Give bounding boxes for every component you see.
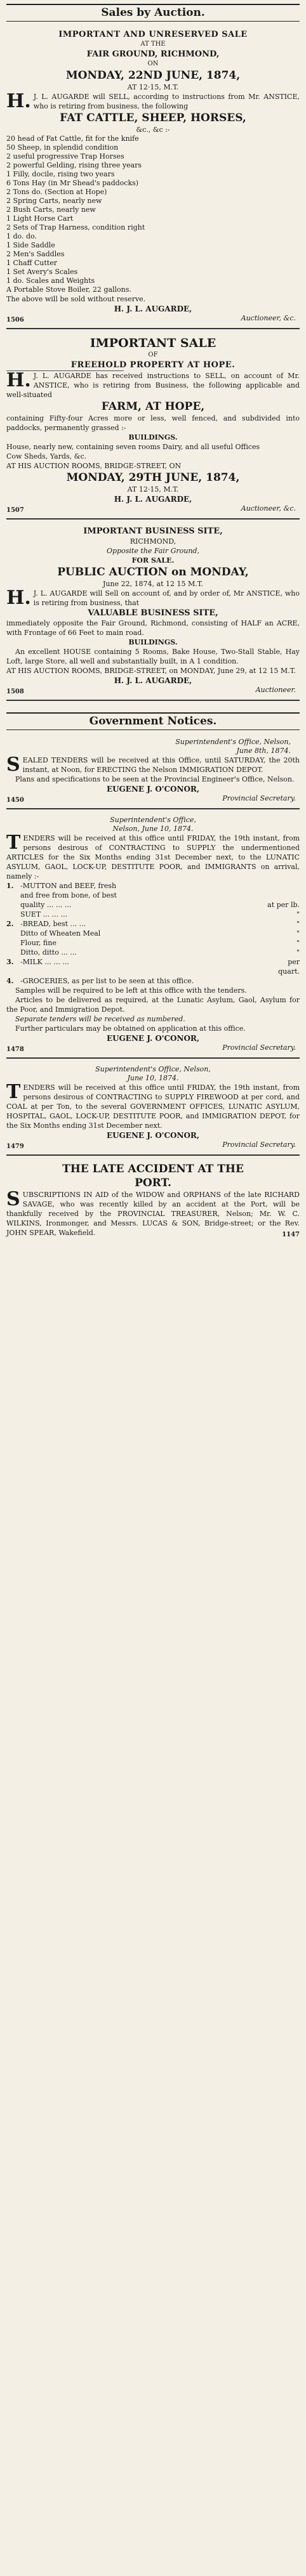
supply-row: 4. -GROCERIES, as per list to be seen at this office. [6, 977, 194, 985]
notice-connector: OF [148, 351, 158, 358]
notice-heading: FARM, AT HOPE, [101, 400, 205, 413]
signature-role: Provincial Secretary. [222, 794, 296, 802]
auction-notice-livestock [6, 27, 300, 329]
section-header-sales: Sales by Auction. [6, 4, 300, 22]
lot-item: 1 do. do. [6, 232, 37, 240]
drop-cap: S [6, 1188, 20, 1210]
auction-notice-freehold [6, 333, 300, 520]
signature-role: Provincial Secretary. [222, 1043, 296, 1052]
lot-item: 2 Sets of Trap Harness, condition right [6, 223, 145, 232]
drop-cap: S [6, 754, 20, 776]
notice-location-sub: Opposite the Fair Ground, [107, 547, 199, 555]
gov-notice-firewood-tender [6, 1062, 300, 1156]
notice-place: Superintendent's Office, Nelson, [95, 1065, 211, 1073]
lot-item: 2 powerful Gelding, rising three years [6, 161, 142, 169]
supply-row: Ditto of Wheaten Meal " [20, 929, 300, 938]
notice-number: 1450 [6, 797, 24, 804]
notice-location: RICHMOND, [130, 537, 176, 546]
lot-item: 20 head of Fat Cattle, fit for the knife [6, 134, 139, 143]
notice-place: Superintendent's Office, [110, 816, 196, 824]
lot-item: 2 useful progressive Trap Horses [6, 152, 124, 160]
notice-body: Articles to be delivered as required, at the Lunatic Asylum, Gaol, Asylum for the Poor, and Immigration Depot. [6, 996, 300, 1014]
notice-connector: ON [147, 60, 159, 67]
notice-body: Separate tenders will be received as numbered. [15, 1015, 185, 1023]
lot-item: 1 Side Saddle [6, 241, 55, 249]
signature: H. J. L. AUGARDE, [114, 676, 192, 685]
notice-time: AT 12·15, M.T. [127, 83, 179, 91]
lot-item: 6 Tons Hay (in Mr Shead's paddocks) [6, 179, 139, 187]
signature: EUGENE J. O'CONOR, [106, 1034, 200, 1043]
auction-notice-business-site [6, 523, 300, 701]
notice-number: 1478 [6, 1046, 24, 1053]
notice-body: UBSCRIPTIONS IN AID of the WIDOW and ORPHANS of the late RICHARD SAVAGE, who was recently killed by an accident at the Port, will be thankfully received by the PROVINCIAL TREASURER, Nelson; Mr. W. C. WILKINS, Ironmonger, and Messrs. LUCAS & SON, Bridge-street; or the Rev. JOHN SPEAR, Wakefield. [6, 1191, 300, 1237]
gov-notice-immigration-depot [6, 735, 300, 809]
notice-late-accident [6, 1160, 300, 1243]
notice-heading: FAT CATTLE, SHEEP, HORSES, [60, 112, 246, 124]
notice-body: Further particulars may be obtained on application at this office. [15, 1024, 246, 1033]
lot-item: 1 Set Avery's Scales [6, 268, 78, 276]
drop-cap: H. [6, 369, 31, 391]
signature-role: Provincial Secretary. [222, 1141, 296, 1149]
notice-date: MONDAY, 22ND JUNE, 1874, [65, 69, 241, 82]
notice-subtitle: FREEHOLD PROPERTY AT HOPE. [70, 360, 236, 370]
drop-cap: T [6, 1081, 21, 1103]
supply-row: quality ... ... ... at per lb. [20, 901, 300, 909]
supply-row: Flour, fine " [20, 939, 300, 947]
notice-body: containing Fifty-four Acres more or less, well fenced, and subdivided into paddocks, permanently grassed :- [6, 414, 300, 432]
notice-body: ENDERS will be received at this office until FRIDAY, the 19th instant, from persons desirous of CONTRACTING to SUPPLY FIREWOOD at per cord, and COAL at per Ton, to the several GOVERNMENT OFFICES, LUNATIC ASYLUM, HOSPITAL, GAOL, LOCK-UP, DESTITUTE POOR, and IMMIGRATION DEPOT, for the Six Months ending 31st December next. [6, 1083, 300, 1130]
lot-item: 2 Spring Carts, nearly new [6, 197, 102, 205]
notice-location: FAIR GROUND, RICHMOND, [86, 49, 220, 59]
notice-number: 1479 [6, 1143, 24, 1150]
drop-cap: H. [6, 587, 31, 609]
notice-heading: VALUABLE BUSINESS SITE, [88, 608, 218, 618]
lot-item: 2 Bush Carts, nearly new [6, 206, 96, 214]
notice-place: Superintendent's Office, Nelson, [175, 738, 291, 746]
notice-body: Samples will be required to be left at this office with the tenders. [15, 986, 247, 995]
notice-date: June 10, 1874. [127, 1074, 179, 1082]
notice-body: AT HIS AUCTION ROOMS, BRIDGE-STREET, ON [6, 462, 182, 470]
notice-title: IMPORTANT BUSINESS SITE, [83, 526, 223, 536]
notice-title-cont: PORT. [135, 1177, 171, 1189]
signature: EUGENE J. O'CONOR, [106, 785, 200, 794]
notice-body: J. L. AUGARDE will Sell on account of, and by order of, Mr ANSTICE, who is retiring from business, that [33, 589, 300, 607]
lot-list [6, 134, 300, 294]
notice-body: J. L. AUGARDE has received instructions to SELL, on account of Mr. ANSTICE, who is retiring from Business, the following applicable and well-situated [6, 372, 300, 399]
notice-body: The above will be sold without reserve. [6, 295, 146, 303]
notice-number: 1508 [6, 688, 24, 695]
notice-number: 1507 [6, 507, 24, 514]
notice-number: 1147 [282, 1231, 300, 1238]
notice-body: immediately opposite the Fair Ground, Richmond, consisting of HALF an ACRE, with Frontage of 66 Feet to main road. [6, 619, 300, 637]
notice-subheading: BUILDINGS. [128, 433, 178, 441]
notice-body: Plans and specifications to be seen at the Provincial Engineer's Office, Nelson. [15, 775, 295, 783]
signature-role: Auctioneer, &c. [241, 504, 296, 513]
lot-item: 2 Men's Saddles [6, 250, 65, 258]
notice-time: AT 12·15, M.T. [127, 485, 179, 494]
notice-body: Cow Sheds, Yards, &c. [6, 452, 87, 461]
drop-cap: T [6, 832, 21, 854]
notice-body: An excellent HOUSE containing 5 Rooms, Bake House, Two-Stall Stable, Hay Loft, large Store, all well and substantially built, in A 1 condition. [6, 648, 300, 665]
lot-item: 1 Filly, docile, rising two years [6, 170, 115, 178]
supply-row: SUET ... ... ... " [20, 910, 300, 919]
lot-item: 1 Light Horse Cart [6, 214, 74, 223]
supply-row: 3. -MILK ... ... ... per quart. [6, 958, 300, 976]
lot-item: 50 Sheep, in splendid condition [6, 143, 119, 152]
notice-title: THE LATE ACCIDENT AT THE [62, 1163, 244, 1175]
signature: H. J. L. AUGARDE, [114, 304, 192, 313]
notice-heading-sub: &c., &c :- [136, 126, 170, 134]
notice-date: MONDAY, 29TH JUNE, 1874, [66, 471, 240, 484]
lot-item: 1 Chaff Cutter [6, 259, 57, 267]
section-header-government: Government Notices. [6, 712, 300, 730]
notice-date: Nelson, June 10, 1874. [112, 825, 194, 833]
signature-role: Auctioneer. [255, 686, 296, 694]
signature-role: Auctioneer, &c. [241, 314, 296, 322]
lot-item: 2 Tons do. (Section at Hope) [6, 188, 107, 196]
gov-notice-supplies-tender [6, 813, 300, 1059]
notice-title: IMPORTANT SALE [90, 336, 216, 350]
notice-body: ENDERS will be received at this office until FRIDAY, the 19th instant, from persons desirous of CONTRACTING to SUPPLY the undermentioned ARTICLES for the Six Months ending 31st December next, to the LUNATIC ASYLUM, GAOL, LOCK-UP, DESTITUTE POOR, and IMMIGRANTS on arrival, namely :- [6, 834, 300, 880]
notice-title: IMPORTANT AND UNRESERVED SALE [58, 30, 248, 39]
signature: EUGENE J. O'CONOR, [106, 1131, 200, 1140]
notice-connector: AT THE [140, 41, 166, 48]
supply-row: and free from bone, of best [20, 891, 117, 899]
lot-item: A Portable Stove Boiler, 22 gallons. [6, 285, 131, 294]
notice-body: House, nearly new, containing seven rooms Dairy, and all useful Offices [6, 443, 260, 451]
supply-list [6, 881, 300, 986]
notice-auction-line: PUBLIC AUCTION on MONDAY, [57, 566, 249, 579]
signature: H. J. L. AUGARDE, [114, 495, 192, 504]
supply-row: 1. -MUTTON and BEEF, fresh [6, 882, 117, 890]
drop-cap: H. [6, 90, 31, 112]
notice-date: June 8th, 1874. [236, 747, 291, 755]
lot-item: 1 do. Scales and Weights [6, 277, 95, 285]
supply-row: 2. -BREAD, best ... ... " [6, 920, 300, 928]
notice-number: 1506 [6, 317, 24, 324]
notice-subheading: BUILDINGS. [128, 638, 178, 646]
notice-body: J. L. AUGARDE will SELL, according to instructions from Mr. ANSTICE, who is retiring from business, the following [33, 93, 300, 110]
notice-body: AT HIS AUCTION ROOMS, BRIDGE-STREET, on MONDAY, June 29, at 12 15 M.T. [6, 667, 296, 675]
supply-row: Ditto, ditto ... ... " [20, 948, 300, 957]
notice-time: June 22, 1874, at 12 15 M.T. [102, 580, 203, 588]
notice-for-sale: FOR SALE. [131, 556, 175, 565]
notice-body: EALED TENDERS will be received at this Office, until SATURDAY, the 20th instant, at Noon, for ERECTING the Nelson IMMIGRATION DEPOT. [22, 756, 300, 774]
